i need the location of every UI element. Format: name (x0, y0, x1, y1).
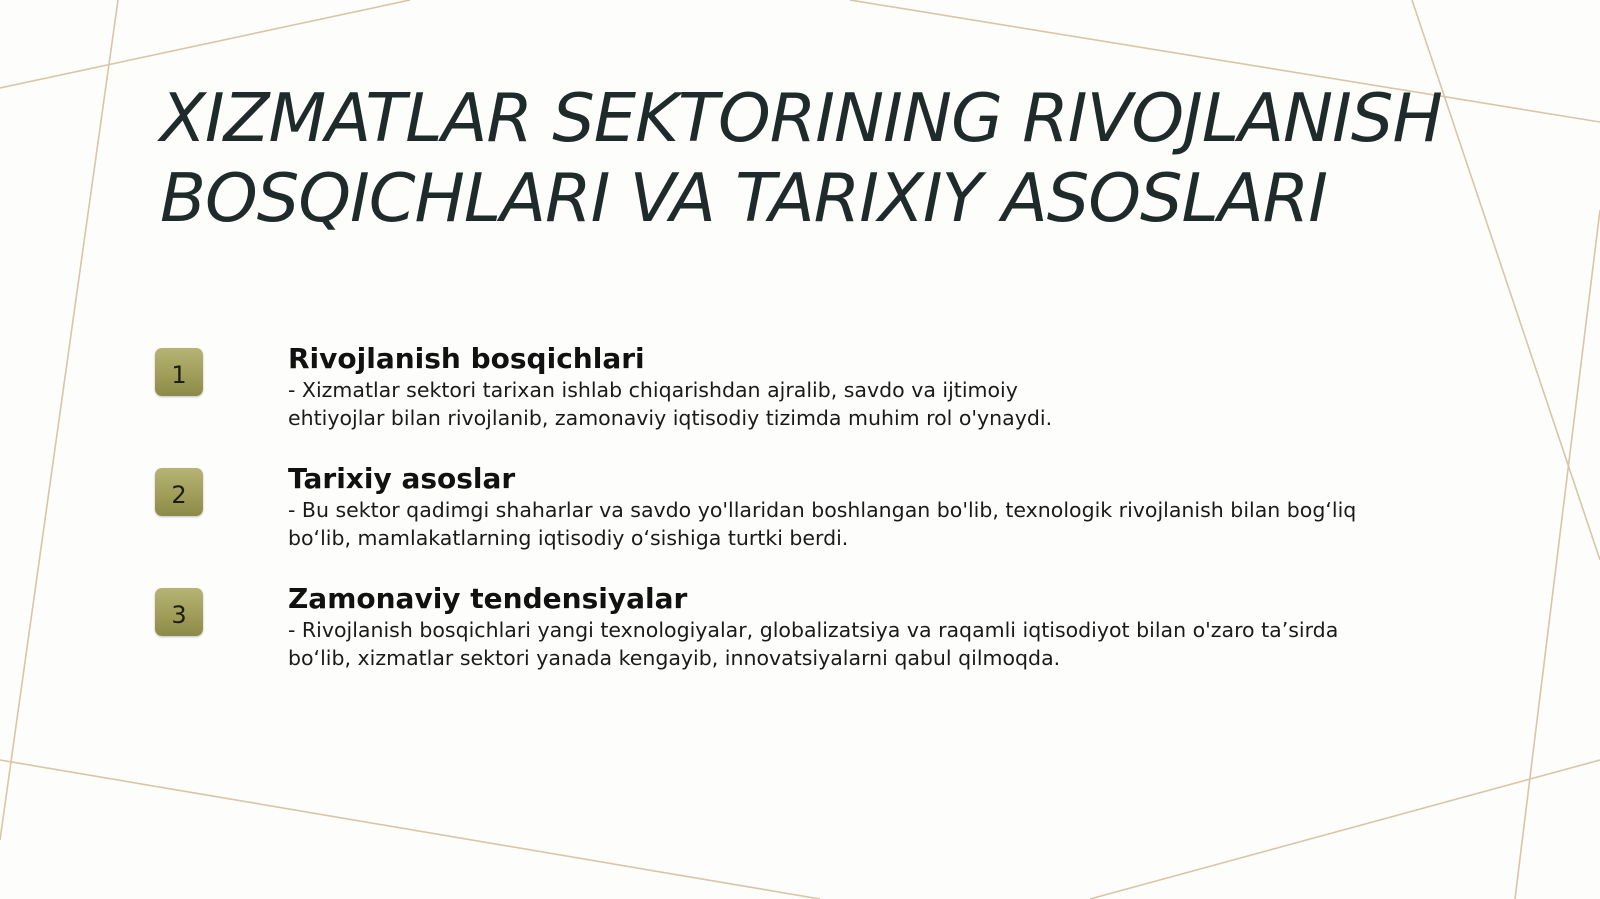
bg-line (0, 0, 118, 840)
bg-line (0, 0, 410, 88)
bg-line (0, 760, 820, 899)
slide-title (160, 78, 1500, 238)
bg-line (1515, 210, 1600, 899)
list-item-text: - Xizmatlar sektori tarixan ishlab chiqarishdan ajralib, savdo va ijtimoiy ehtiyojlar bilan rivojlanib, zamonaviy iqtisodiy tizimda muhim rol o'ynaydi. (288, 378, 1053, 430)
list-item-heading: Tarixiy asoslar (288, 462, 516, 495)
slide-title-line2: BOSQICHLARI VA TARIXIY ASOSLARI (160, 159, 1327, 237)
list-item-text: - Bu sektor qadimgi shaharlar va savdo yo'llaridan boshlangan bo'lib, texnologik rivojlanish bilan bog‘liq bo‘lib, mamlakatlarning iqtisodiy o‘sishiga turtki berdi. (288, 498, 1357, 550)
list-item-heading: Rivojlanish bosqichlari (288, 342, 645, 375)
list-item-body (288, 342, 1438, 432)
number-badge: 3 (155, 588, 203, 636)
list-item-body (288, 582, 1438, 672)
number-badge: 2 (155, 468, 203, 516)
list-item-body (288, 462, 1438, 552)
list-item-text: - Rivojlanish bosqichlari yangi texnologiyalar, globalizatsiya va raqamli iqtisodiyot bilan o'zaro ta’sirda bo‘lib, xizmatlar sektori yanada kengayib, innovatsiyalarni qabul qilmoqda. (288, 618, 1339, 670)
list-item-heading: Zamonaviy tendensiyalar (288, 582, 688, 615)
slide-title-line1: XIZMATLAR SEKTORINING RIVOJLANISH (160, 79, 1442, 157)
number-badge: 1 (155, 348, 203, 396)
